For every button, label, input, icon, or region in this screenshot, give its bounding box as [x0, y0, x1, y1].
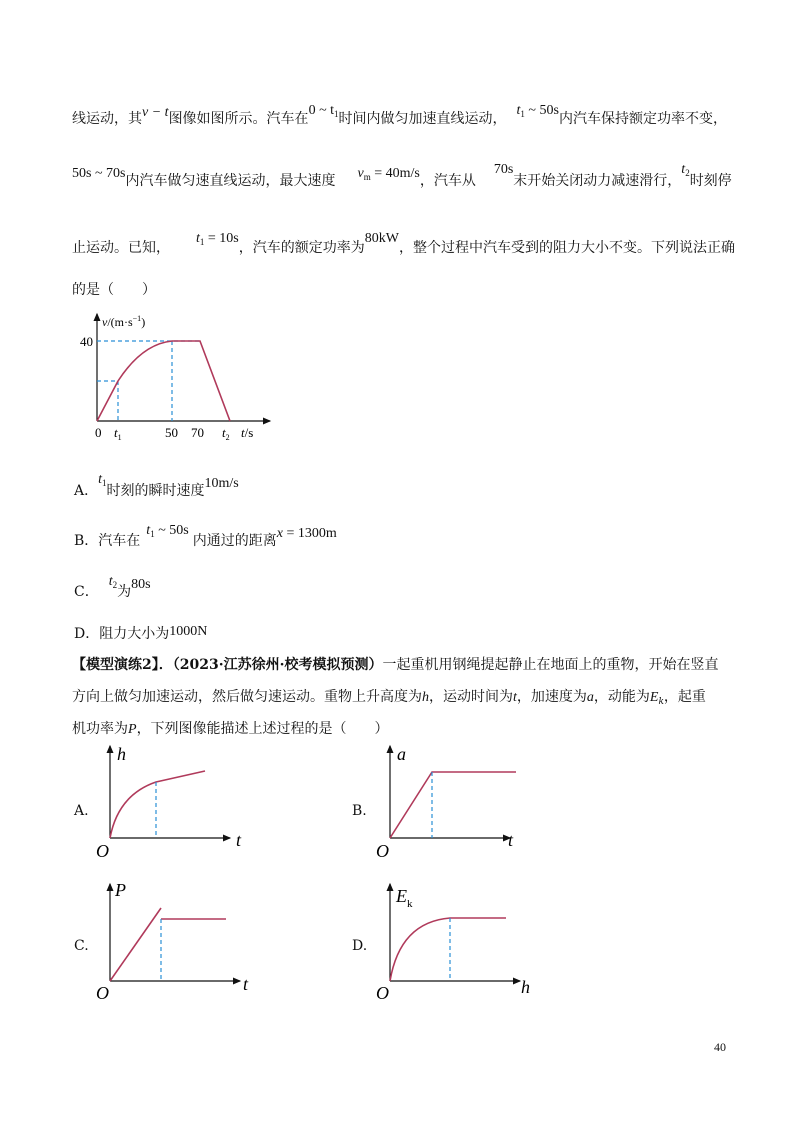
- graph-d-curve: [390, 918, 506, 981]
- graph-c-x-label: t: [243, 974, 249, 994]
- q1-line4: 的是（ ）: [72, 282, 156, 298]
- graph-d-y-label: $E_k$: [396, 886, 413, 910]
- graph-a-option-label[interactable]: A.: [74, 803, 89, 819]
- graph-c-rising-line: [110, 908, 161, 981]
- vt-graph: [80, 308, 280, 448]
- option-d[interactable]: D．阻力大小为1000N: [74, 624, 208, 642]
- page-number: 40: [714, 1040, 726, 1054]
- vt-x-label: t/s: [241, 425, 254, 440]
- graph-c-origin: O: [96, 983, 109, 1002]
- graph-c-option-label[interactable]: C.: [74, 938, 89, 954]
- option-c[interactable]: C．$t_2$为80s: [74, 574, 151, 600]
- q2-line2: 方向上做匀加速运动，然后做匀速运动。重物上升高度为h，运动时间为t，加速度为a，动能为$E_k$，起重: [72, 689, 706, 707]
- graph-b-y-label: a: [397, 744, 406, 764]
- graph-c-y-label: P: [115, 880, 126, 900]
- graph-b-origin: O: [376, 841, 389, 861]
- vt-y-tick-40: 40: [80, 334, 93, 349]
- graph-d-x-label: h: [521, 977, 530, 997]
- graph-d-origin: O: [376, 983, 389, 1002]
- vt-x-tick-t1: $t_1$: [114, 425, 122, 442]
- q1-line2: 50s ~ 70s内汽车做匀速直线运动，最大速度 $v_m = 40m/s$，汽车从70s末开始关闭动力减速滑行，$t_2$时刻停: [72, 162, 732, 189]
- graph-b-option-label[interactable]: B.: [352, 803, 367, 819]
- vt-y-label: $v/(m\cdot s^{-1})$: [102, 314, 146, 329]
- graph-b-x-label: t: [508, 830, 514, 850]
- graph-b-curve: [390, 772, 516, 838]
- option-b[interactable]: B．汽车在$t_1$ ~ 50s内通过的距离x = 1300m: [74, 523, 337, 549]
- graph-a-x-label: t: [236, 830, 242, 850]
- graph-d: [370, 878, 540, 1002]
- vt-x-tick-0: 0: [95, 425, 102, 440]
- q1-line1: 线运动，其v − t图像如图所示。汽车在0 ~ $t_1$时间内做匀加速直线运动，$t_1$ ~ 50s内汽车保持额定功率不变，: [72, 103, 727, 127]
- graph-d-option-label[interactable]: D.: [352, 938, 368, 954]
- vt-curve: [97, 341, 230, 421]
- graph-a-curve: [110, 771, 205, 838]
- vt-x-tick-50: 50: [165, 425, 178, 440]
- graph-a-y-label: h: [117, 744, 126, 764]
- graph-c: [90, 878, 260, 1002]
- graph-a: [90, 740, 260, 862]
- graph-a-origin: O: [96, 841, 109, 861]
- q2-line3: 机功率为P，下列图像能描述上述过程的是（ ）: [72, 721, 389, 737]
- vt-x-tick-t2: $t_2$: [222, 425, 230, 442]
- vt-x-tick-70: 70: [191, 425, 204, 440]
- graph-b: [370, 740, 540, 862]
- q1-line3: 止运动。已知，$t_1 = 10s$，汽车的额定功率为80kW，整个过程中汽车受到的阻力大小不变。下列说法正确: [72, 231, 735, 256]
- q2-line1: 【模型演练2】．（2023·江苏徐州·校考模拟预测）一起重机用钢绳提起静止在地面上的重物，开始在竖直: [72, 657, 719, 673]
- option-a[interactable]: A．$t_1$时刻的瞬时速度10m/s: [74, 472, 239, 499]
